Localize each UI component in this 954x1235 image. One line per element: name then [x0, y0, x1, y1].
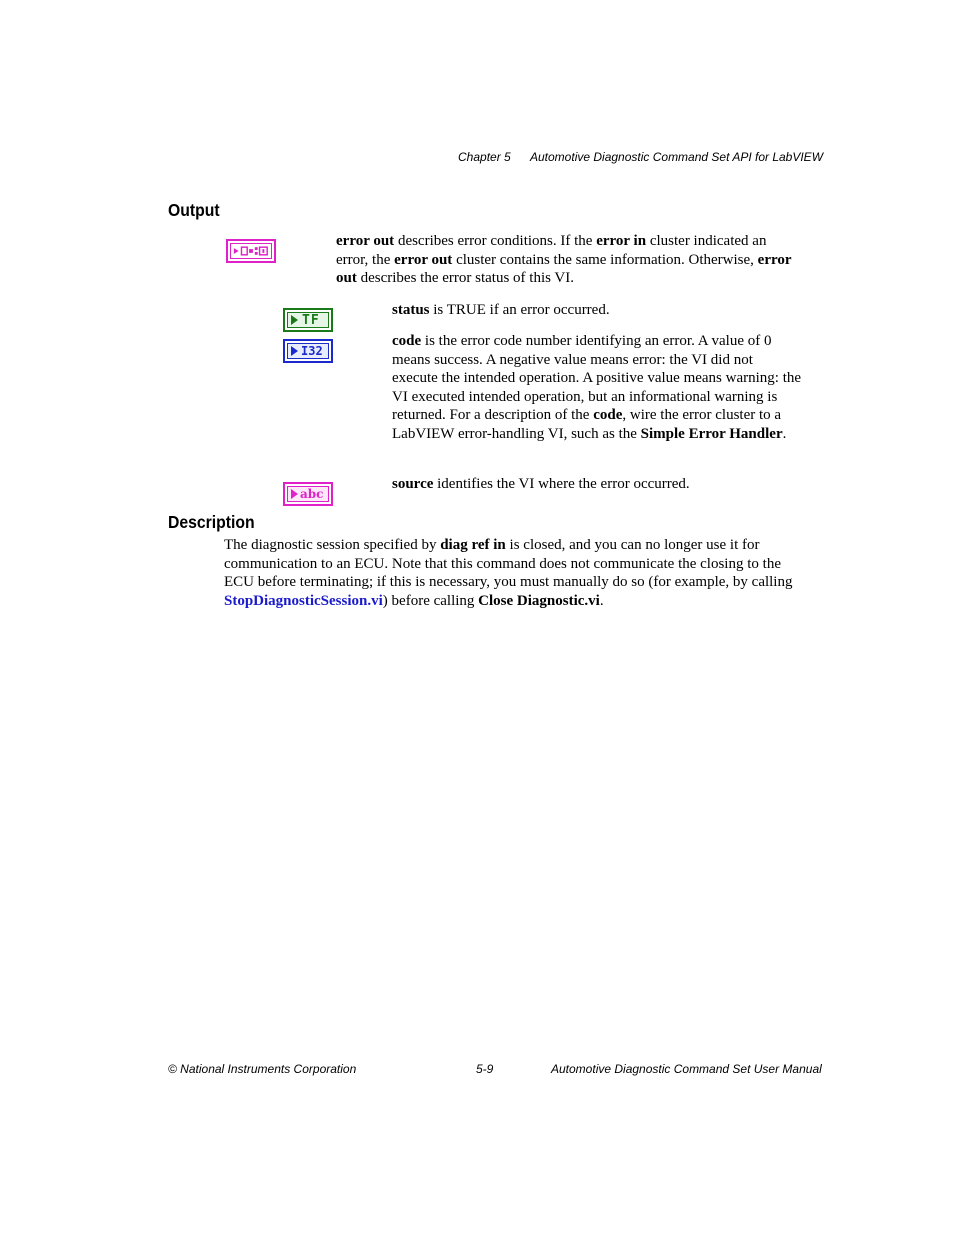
header-title: Automotive Diagnostic Command Set API for LabVIEW — [530, 150, 824, 164]
code-description: code is the error code number identifying an error. A value of 0 means success. A negative value means error: the VI did not execute the intended operation. A positive value means warning: the VI executed intended operation, but an informational warning is returned. For a description of the code, wire the error cluster to a LabVIEW error-handling VI, such as the Simple Error Handler. — [392, 333, 802, 442]
boolean-tf-label: TF — [302, 312, 320, 328]
term-status: status — [392, 302, 430, 318]
term-code: code — [593, 407, 623, 424]
footer-manual-title: Automotive Diagnostic Command Set User Manual — [551, 1062, 822, 1076]
term-error-out: error out — [336, 251, 792, 287]
error-cluster-icon — [226, 239, 276, 263]
status-description: status is TRUE if an error occurred. — [392, 302, 610, 318]
string-abc-label: abc — [300, 487, 324, 501]
i32-numeric-icon — [283, 339, 333, 363]
term-error-in: error in — [596, 233, 647, 249]
source-description: source identifies the VI where the error occurred. — [392, 476, 690, 492]
i32-numeric-label: I32 — [301, 344, 323, 358]
output-heading: Output — [168, 200, 220, 220]
term-code: code — [392, 333, 422, 349]
footer-page-number: 5-9 — [476, 1062, 494, 1076]
term-source: source — [392, 476, 434, 492]
description-heading: Description — [168, 512, 255, 532]
term-error-out: error out — [336, 233, 395, 249]
boolean-tf-icon — [283, 308, 333, 332]
description-body: The diagnostic session specified by diag ref in is closed, and you can no longer use it for communication to an ECU. Note that this command does not communicate the closing to the ECU before terminating; if this is necessary, you must manually do so (for example, by calling StopDiagnosticSession.vi) before calling Close Diagnostic.vi. — [224, 537, 793, 609]
term-error-out: error out — [394, 251, 453, 268]
error-out-description: error out describes error conditions. If the error in cluster indicated an error, the error out cluster contains the same information. Otherwise, error out describes the error status of this VI. — [336, 233, 792, 287]
stop-diagnostic-session-link[interactable]: StopDiagnosticSession.vi — [224, 592, 383, 609]
term-simple-error-handler: Simple Error Handler — [640, 425, 783, 442]
term-close-diagnostic: Close Diagnostic.vi — [478, 592, 600, 609]
footer-copyright: © National Instruments Corporation — [168, 1062, 357, 1076]
term-diag-ref-in: diag ref in — [440, 537, 506, 553]
string-abc-icon — [283, 482, 333, 506]
header-chapter: Chapter 5 — [458, 150, 511, 164]
